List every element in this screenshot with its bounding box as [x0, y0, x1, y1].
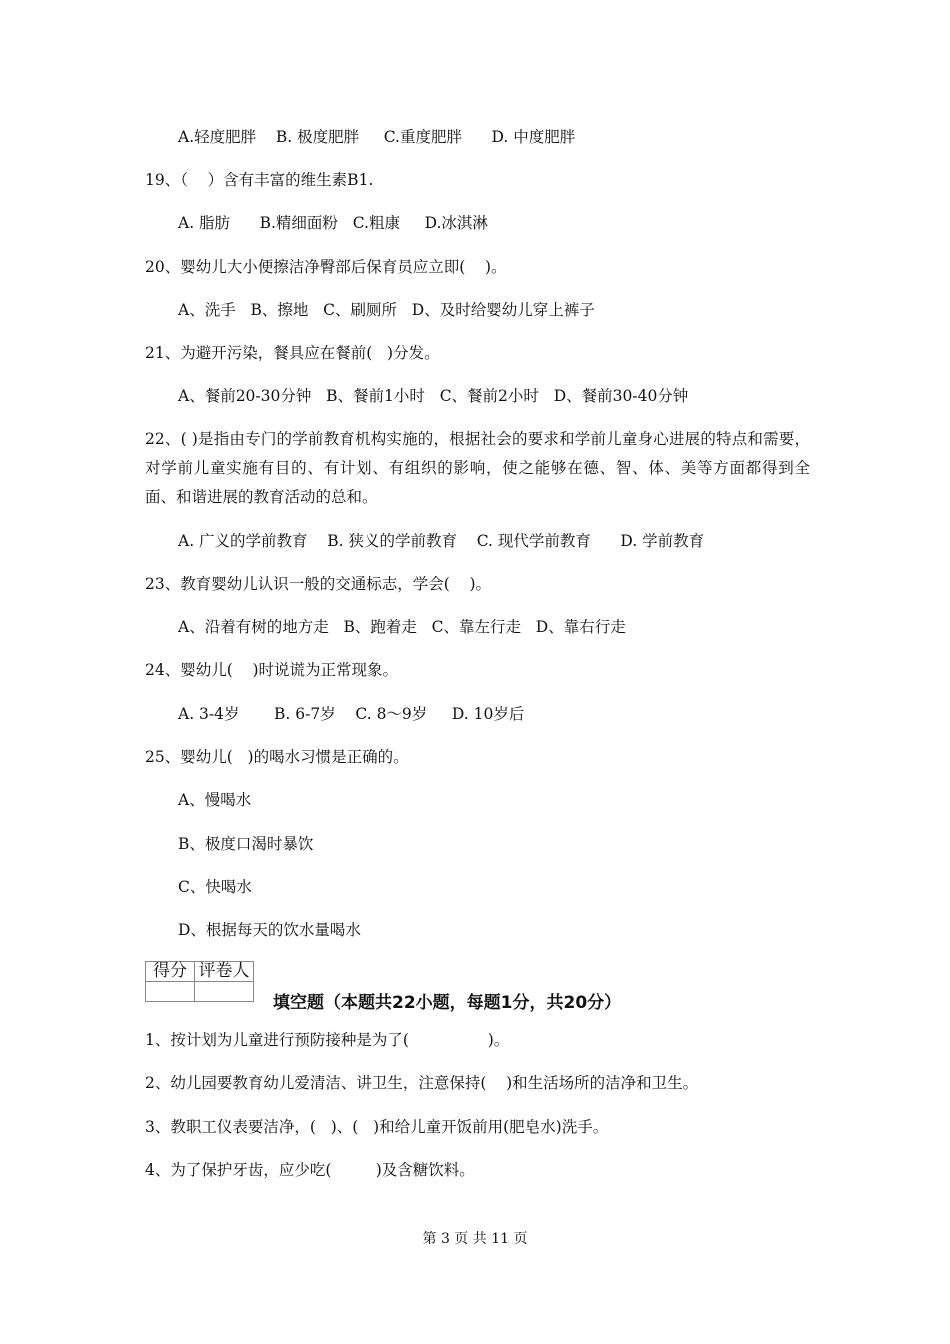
fill-question-3: 3、教职工仪表要洁净，( )、( )和给儿童开饭前用(肥皂水)洗手。: [145, 1118, 609, 1136]
q19-options: A. 脂肪 B.精细面粉 C.粗康 D.冰淇淋: [178, 214, 488, 232]
q23-options: A、沿着有树的地方走 B、跑着走 C、靠左行走 D、靠右行走: [178, 618, 626, 636]
reviewer-label: 评卷人: [195, 962, 254, 982]
score-cell: [146, 982, 195, 1002]
fill-question-1: 1、按计划为儿童进行预防接种是为了( )。: [145, 1031, 510, 1049]
score-table: [145, 961, 254, 1002]
question-21: 21、为避开污染，餐具应在餐前( )分发。: [145, 344, 440, 362]
reviewer-cell: [195, 982, 254, 1002]
page-footer: 第 3 页 共 11 页: [422, 1231, 528, 1247]
q21-options: A、餐前20-30分钟 B、餐前1小时 C、餐前2小时 D、餐前30-40分钟: [178, 387, 689, 405]
fill-question-4: 4、为了保护牙齿，应少吃( )及含糖饮料。: [145, 1161, 475, 1179]
q25-option-a: A、慢喝水: [178, 791, 252, 809]
q25-option-b: B、极度口渴时暴饮: [178, 835, 314, 853]
question-23: 23、教育婴幼儿认识一般的交通标志，学会( )。: [145, 575, 492, 593]
question-24: 24、婴幼儿( )时说谎为正常现象。: [145, 661, 399, 679]
question-22: 22、( )是指由专门的学前教育机构实施的，根据社会的要求和学前儿童身心进展的特点和需要，对学前儿童实施有目的、有计划、有组织的影响，使之能够在德、智、体、美等方面都得到全面、和谐进展的教育活动的总和。: [145, 430, 810, 506]
section-title: 填空题（本题共22小题，每题1分，共20分）: [273, 993, 622, 1013]
q25-option-c: C、快喝水: [178, 878, 252, 896]
question-20: 20、婴幼儿大小便擦洁净臀部后保育员应立即( )。: [145, 258, 507, 276]
score-label: 得分: [146, 962, 195, 982]
fill-question-2: 2、幼儿园要教育幼儿爱清洁、讲卫生，注意保持( )和生活场所的洁净和卫生。: [145, 1074, 699, 1092]
q24-options: A. 3-4岁 B. 6-7岁 C. 8～9岁 D. 10岁后: [178, 705, 525, 723]
question-25: 25、婴幼儿( )的喝水习惯是正确的。: [145, 748, 409, 766]
q25-option-d: D、根据每天的饮水量喝水: [178, 921, 361, 939]
q18-options: A.轻度肥胖 B. 极度肥胖 C.重度肥胖 D. 中度肥胖: [178, 128, 576, 146]
q20-options: A、洗手 B、擦地 C、刷厕所 D、及时给婴幼儿穿上裤子: [178, 301, 595, 319]
question-19: 19、（ ）含有丰富的维生素B1.: [145, 171, 374, 189]
q22-options: A. 广义的学前教育 B. 狭义的学前教育 C. 现代学前教育 D. 学前教育: [178, 532, 705, 550]
